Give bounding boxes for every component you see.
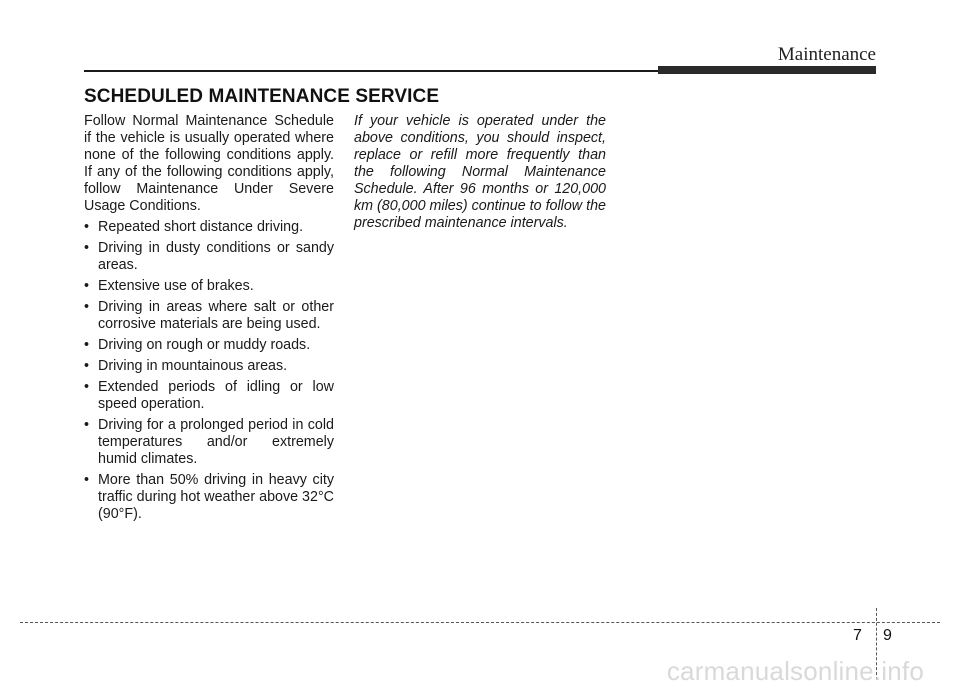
bullet-icon: •	[84, 472, 90, 488]
bullet-icon: •	[84, 417, 90, 433]
page-number: 9	[883, 627, 892, 644]
intro-paragraph: Follow Normal Maintenance Schedule if the vehicle is usually operated where none of the following conditions apply. If any of the following conditions apply, follow Maintenance Under Severe Usage Conditions.	[84, 113, 334, 214]
footer-dashed-rule	[20, 622, 940, 623]
severe-usage-note: If your vehicle is operated under the above conditions, you should inspect, replace or refill more frequently than the following Normal Maintenance Schedule. After 96 months or 120,000 km (80,000 miles) continue to follow the prescribed maintenance intervals.	[354, 113, 606, 231]
list-item	[84, 278, 334, 295]
list-item-text: Driving on rough or muddy roads.	[98, 337, 311, 353]
header-rule-thick	[658, 66, 876, 74]
list-item-text: Extensive use of brakes.	[98, 278, 254, 294]
list-item-text: Extended periods of idling or low speed operation.	[98, 379, 334, 412]
list-item-text: More than 50% driving in heavy city traffic during hot weather above 32°C (90°F).	[98, 472, 334, 522]
bullet-icon: •	[84, 299, 90, 315]
list-item	[84, 240, 334, 274]
bullet-icon: •	[84, 379, 90, 395]
bullet-icon: •	[84, 219, 90, 235]
list-item	[84, 358, 334, 375]
list-item	[84, 472, 334, 523]
bullet-icon: •	[84, 337, 90, 353]
list-item	[84, 379, 334, 413]
left-column	[84, 113, 334, 527]
chapter-number: 7	[853, 627, 862, 644]
list-item	[84, 219, 334, 236]
list-item-text: Driving in mountainous areas.	[98, 358, 288, 374]
list-item	[84, 299, 334, 333]
conditions-list	[84, 219, 334, 523]
bullet-icon: •	[84, 358, 90, 374]
list-item-text: Driving in areas where salt or other corrosive materials are being used.	[98, 299, 334, 332]
list-item-text: Repeated short distance driving.	[98, 219, 304, 235]
list-item-text: Driving for a prolonged period in cold temperatures and/or extremely humid climates.	[98, 417, 334, 467]
header-rule-thin	[84, 70, 660, 72]
list-item	[84, 337, 334, 354]
bullet-icon: •	[84, 240, 90, 256]
list-item	[84, 417, 334, 468]
section-heading: SCHEDULED MAINTENANCE SERVICE	[84, 86, 440, 107]
header-section-label: Maintenance	[777, 44, 876, 65]
bullet-icon: •	[84, 278, 90, 294]
watermark-text: carmanualsonline.info	[666, 656, 924, 686]
list-item-text: Driving in dusty conditions or sandy areas.	[98, 240, 334, 273]
